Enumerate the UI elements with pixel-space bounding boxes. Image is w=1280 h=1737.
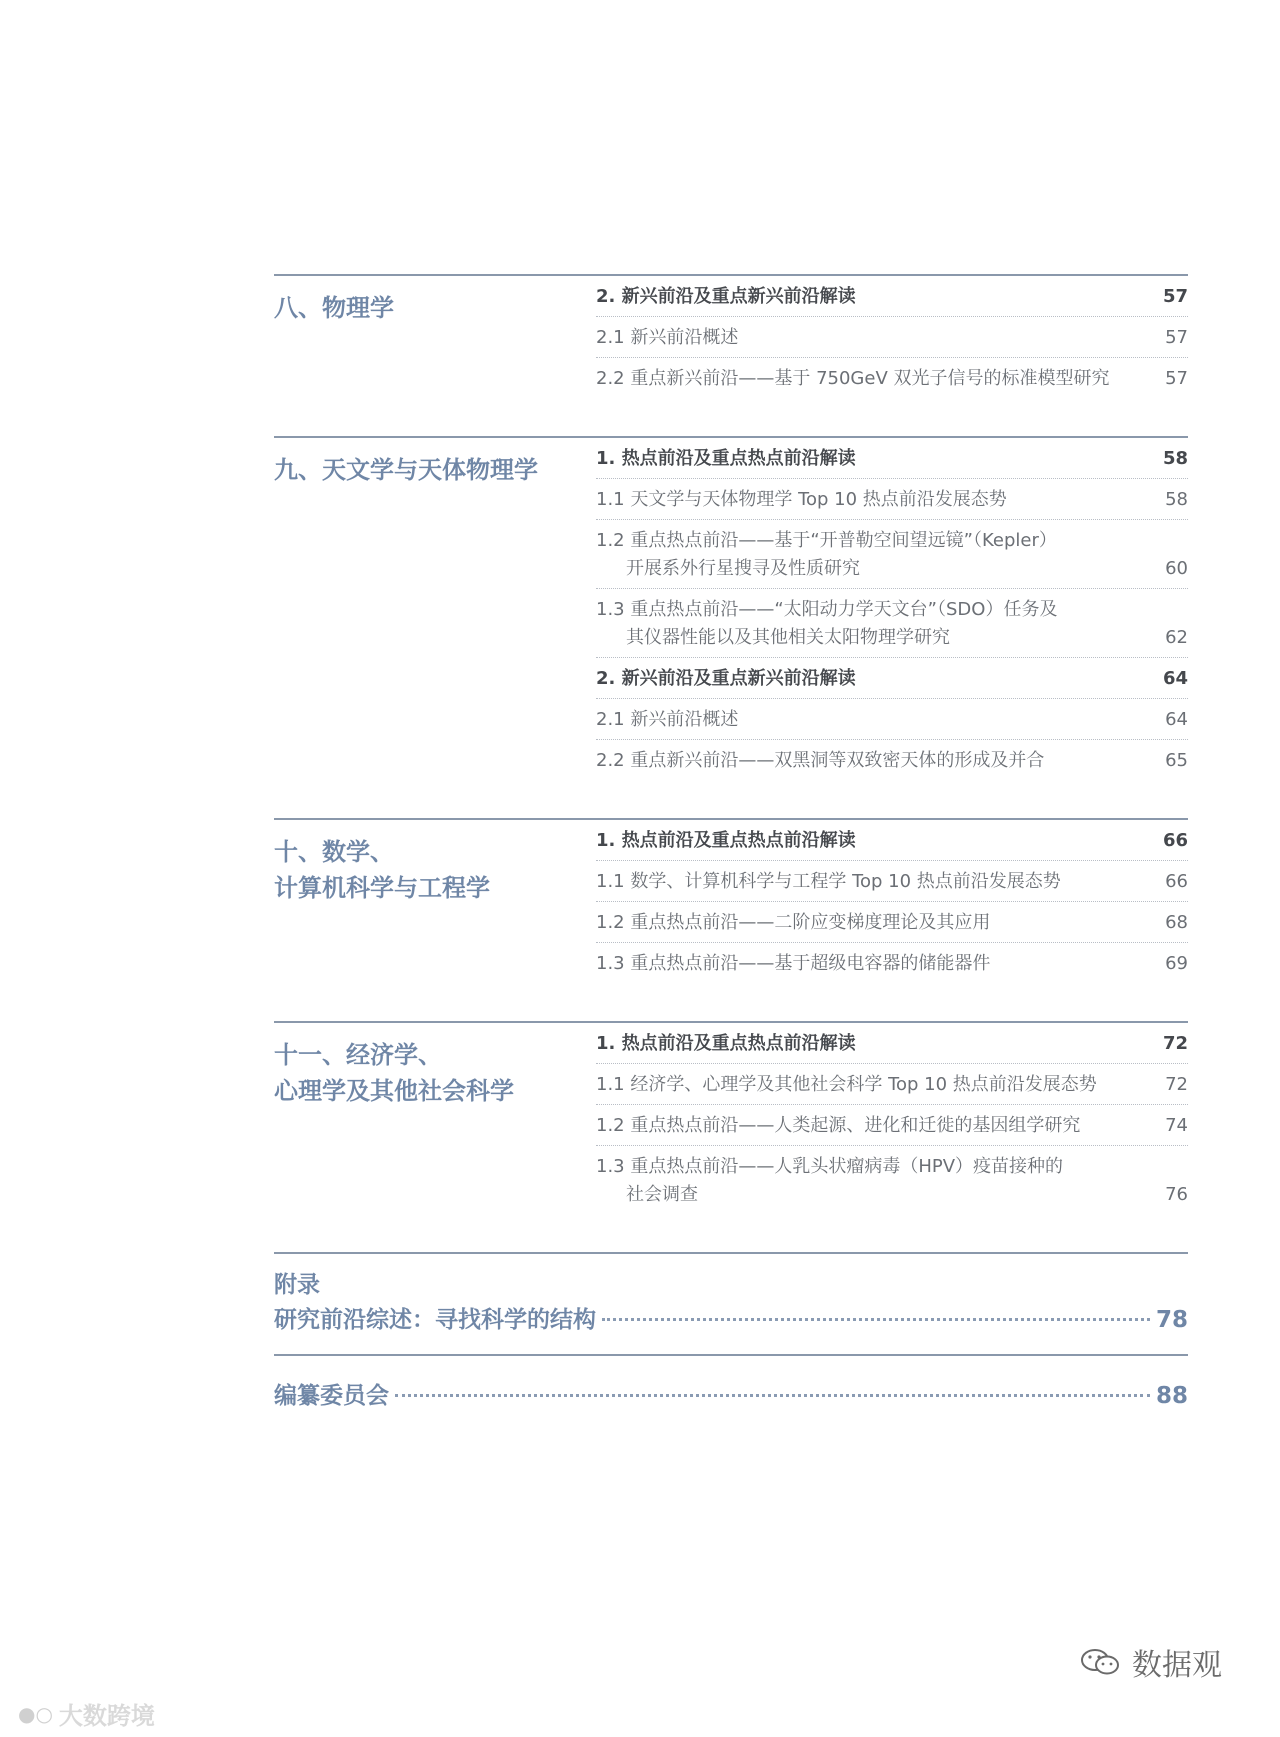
table-of-contents <box>274 274 1188 1436</box>
committee-label: 编纂委员会 <box>274 1383 389 1409</box>
toc-entry-heading[interactable] <box>596 438 1188 479</box>
dot-leader <box>602 1318 1150 1321</box>
toc-entry-label-line: 1.3 重点热点前沿——“太阳动力学天文台”（SDO）任务及 <box>596 599 1058 620</box>
toc-entry-page: 68 <box>1165 912 1188 933</box>
toc-entry-page: 69 <box>1165 953 1188 974</box>
section-title-line: 九、天文学与天体物理学 <box>274 456 538 484</box>
appendix-entry-page: 78 <box>1155 1307 1188 1333</box>
toc-entry-label-line: 1. 热点前沿及重点热点前沿解读 <box>596 830 856 851</box>
toc-section <box>274 436 1188 818</box>
section-title <box>274 820 596 983</box>
toc-entry-label-line: 1. 热点前沿及重点热点前沿解读 <box>596 448 856 469</box>
toc-entry-label <box>596 706 738 734</box>
wechat-icon <box>1080 1647 1120 1677</box>
toc-section <box>274 818 1188 1021</box>
toc-entry-page: 60 <box>1165 558 1188 579</box>
toc-entry-label-line: 1.2 重点热点前沿——人类起源、进化和迁徙的基因组学研究 <box>596 1115 1081 1136</box>
toc-entry[interactable] <box>596 943 1188 983</box>
toc-entry-page: 57 <box>1165 327 1188 348</box>
section-title-line: 八、物理学 <box>274 294 394 322</box>
toc-entry-page: 66 <box>1165 871 1188 892</box>
toc-entry[interactable] <box>596 861 1188 902</box>
toc-entry-label <box>596 1030 856 1058</box>
dot-leader <box>395 1394 1150 1397</box>
toc-entry-label-line: 其仪器性能以及其他相关太阳物理学研究 <box>626 627 950 648</box>
toc-entry-label-line: 1.2 重点热点前沿——二阶应变梯度理论及其应用 <box>596 912 991 933</box>
toc-entry[interactable] <box>596 589 1188 658</box>
toc-entry-heading[interactable] <box>596 1023 1188 1064</box>
toc-entry-label <box>596 445 856 473</box>
section-entries <box>596 820 1188 983</box>
toc-entry-label <box>596 1112 1080 1140</box>
toc-entry-page: 65 <box>1165 750 1188 771</box>
toc-entry-page: 57 <box>1162 286 1188 307</box>
toc-entry-page: 64 <box>1165 709 1188 730</box>
watermark-left <box>18 1696 155 1731</box>
toc-entry-page: 72 <box>1165 1074 1188 1095</box>
toc-entry-heading[interactable] <box>596 276 1188 317</box>
section-title-line: 心理学及其他社会科学 <box>274 1077 514 1105</box>
toc-entry-label <box>596 950 990 978</box>
committee-page: 88 <box>1155 1383 1188 1409</box>
toc-entry-label-line: 2.1 新兴前沿概述 <box>596 327 739 348</box>
section-title <box>274 276 596 398</box>
toc-entry[interactable] <box>596 317 1188 358</box>
toc-entry-label-line: 1.2 重点热点前沿——基于“开普勒空间望远镜”（Kepler） <box>596 530 1057 551</box>
section-title-line: 计算机科学与工程学 <box>274 874 490 902</box>
toc-entry[interactable] <box>596 699 1188 740</box>
toc-entry[interactable] <box>596 1105 1188 1146</box>
section-title <box>274 438 596 780</box>
watermark-right <box>1080 1640 1222 1684</box>
toc-entry[interactable] <box>596 520 1188 589</box>
toc-entry-page: 74 <box>1165 1115 1188 1136</box>
watermark-left-text: 大数跨境 <box>58 1702 155 1730</box>
section-entries <box>596 1023 1188 1214</box>
toc-entry-label <box>596 365 1109 393</box>
toc-entry-label <box>596 747 1044 775</box>
toc-entry-page: 64 <box>1162 668 1188 689</box>
toc-entry-label-line: 1.1 经济学、心理学及其他社会科学 Top 10 热点前沿发展态势 <box>596 1074 1097 1095</box>
appendix-section <box>274 1252 1188 1354</box>
toc-entry-label <box>596 596 1057 652</box>
toc-entry-label <box>596 486 1007 514</box>
appendix-heading: 附录 <box>274 1272 320 1298</box>
toc-entry-page: 57 <box>1165 368 1188 389</box>
toc-entry-label-line: 2.1 新兴前沿概述 <box>596 709 739 730</box>
appendix-entry[interactable] <box>274 1302 1188 1338</box>
toc-entry-page: 62 <box>1165 627 1188 648</box>
toc-entry-heading[interactable] <box>596 820 1188 861</box>
toc-entry-label <box>596 527 1057 583</box>
watermark-right-text: 数据观 <box>1132 1648 1222 1683</box>
committee-section <box>274 1354 1188 1436</box>
section-title <box>274 1023 596 1214</box>
toc-entry-label-line: 1.3 重点热点前沿——人乳头状瘤病毒（HPV）疫苗接种的 <box>596 1156 1064 1177</box>
toc-entry-label-line: 2. 新兴前沿及重点新兴前沿解读 <box>596 286 856 307</box>
toc-entry-label-line: 1.3 重点热点前沿——基于超级电容器的储能器件 <box>596 953 991 974</box>
toc-entry-label-line: 2. 新兴前沿及重点新兴前沿解读 <box>596 668 856 689</box>
section-entries <box>596 438 1188 780</box>
section-title-line: 十一、经济学、 <box>274 1041 442 1069</box>
toc-entry-label-line: 社会调查 <box>626 1184 698 1205</box>
toc-entry[interactable] <box>596 740 1188 780</box>
toc-sections <box>274 274 1188 1252</box>
toc-entry-label <box>596 665 856 693</box>
toc-entry-label-line: 1.1 数学、计算机科学与工程学 Top 10 热点前沿发展态势 <box>596 871 1061 892</box>
toc-entry-label-line: 1.1 天文学与天体物理学 Top 10 热点前沿发展态势 <box>596 489 1007 510</box>
toc-entry-label <box>596 1153 1063 1209</box>
toc-entry-page: 72 <box>1162 1033 1188 1054</box>
toc-section <box>274 1021 1188 1252</box>
toc-entry-label-line: 2.2 重点新兴前沿——双黑洞等双致密天体的形成及并合 <box>596 750 1045 771</box>
toc-entry[interactable] <box>596 479 1188 520</box>
toc-entry-label <box>596 324 738 352</box>
toc-entry-page: 58 <box>1162 448 1188 469</box>
toc-entry-label-line: 1. 热点前沿及重点热点前沿解读 <box>596 1033 856 1054</box>
toc-entry[interactable] <box>596 1064 1188 1105</box>
toc-entry[interactable] <box>596 358 1188 398</box>
section-entries <box>596 276 1188 398</box>
toc-entry-page: 66 <box>1162 830 1188 851</box>
toc-entry-label <box>596 1071 1097 1099</box>
toc-entry-heading[interactable] <box>596 658 1188 699</box>
toc-entry[interactable] <box>596 1146 1188 1214</box>
appendix-entry-label: 研究前沿综述：寻找科学的结构 <box>274 1307 596 1333</box>
toc-entry-label <box>596 827 856 855</box>
toc-entry-label <box>596 909 990 937</box>
section-title-line: 十、数学、 <box>274 838 394 866</box>
toc-section <box>274 274 1188 436</box>
toc-entry-page: 58 <box>1165 489 1188 510</box>
toc-entry-page: 76 <box>1165 1184 1188 1205</box>
toc-entry-label <box>596 868 1061 896</box>
toc-entry-label-line: 2.2 重点新兴前沿——基于 750GeV 双光子信号的标准模型研究 <box>596 368 1110 389</box>
toc-entry[interactable] <box>596 902 1188 943</box>
brand-logo-icon: ●○ <box>18 1701 53 1726</box>
toc-entry-label <box>596 283 856 311</box>
committee-entry[interactable] <box>274 1378 1188 1414</box>
toc-entry-label-line: 开展系外行星搜寻及性质研究 <box>626 558 860 579</box>
